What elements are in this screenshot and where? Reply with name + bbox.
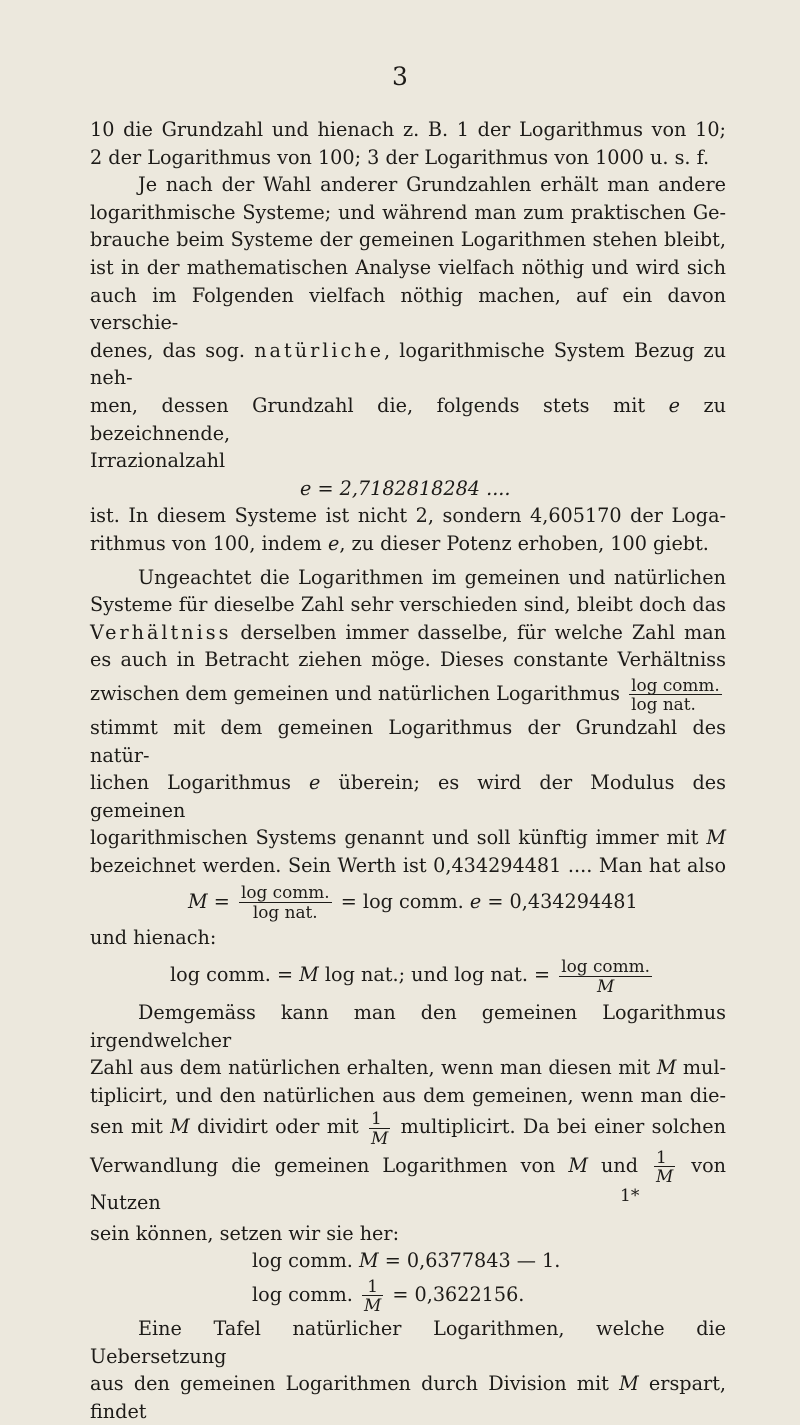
text-line: lichen Logarithmus e überein; es wird der Modulus des gemeinen — [90, 771, 726, 822]
fraction: $\frac{\text{log comm.}}{\text{log nat.}}$ — [631, 674, 720, 715]
text-line: tiplicirt, und den natürlichen aus dem gemeinen, wenn man die- — [90, 1083, 726, 1107]
text-line: und hienach: — [90, 925, 217, 949]
text-line: ist in der mathematischen Analyse vielfach nöthig und wird sich — [90, 255, 726, 279]
text-line: sein können, setzen wir sie her: — [90, 1221, 400, 1245]
fraction: $\frac{1}{M}$ — [363, 1275, 382, 1316]
text-line: 2 der Logarithmus von 100; 3 der Logarithmus von 1000 u. s. f. — [90, 145, 710, 169]
body-text — [90, 116, 726, 1425]
spaced-term: natürliche — [254, 338, 384, 362]
text-line: logarithmischen Systems genannt und soll künftig immer mit M — [90, 826, 726, 850]
text-line: rithmus von 100, indem e, zu dieser Potenz erhoben, 100 giebt. — [90, 531, 709, 555]
fraction: $\frac{1}{M}$ — [371, 1108, 389, 1149]
spaced-term: Verhältniss — [90, 620, 232, 644]
text-line: denes, das sog. natürliche, logarithmische System Bezug zu neh- — [90, 338, 726, 390]
text-line: Verwandlung die gemeinen Logarithmen von M und $\frac{1}{M}$ von Nutzen — [90, 1146, 726, 1214]
text-line: Verhältniss derselben immer dasselbe, für welche Zahl man — [90, 620, 726, 644]
equation-conversion: log comm. = M log nat.; und log nat. = $\frac{\text{log comm.}}{M}$ — [170, 956, 650, 996]
text-line: brauche beim Systeme der gemeinen Logarithmen stehen bleibt, — [90, 228, 726, 252]
text-line: Je nach der Wahl anderer Grundzahlen erhält man andere — [138, 173, 726, 197]
signature-mark: 1* — [620, 1186, 640, 1206]
text-line: bezeichnet werden. Sein Werth ist 0,434294481 .... Man hat also — [90, 853, 726, 877]
fraction: $\frac{1}{M}$ — [655, 1146, 674, 1187]
text-line: stimmt mit dem gemeinen Logarithmus der Grundzahl des natür- — [90, 715, 726, 767]
equation-e: e = 2,7182818284 .... — [300, 476, 511, 500]
text-line: Zahl aus dem natürlichen erhalten, wenn man diesen mit M mul- — [90, 1056, 726, 1080]
text-line: Systeme für dieselbe Zahl sehr verschieden sind, bleibt doch das — [90, 593, 726, 617]
fraction: $\frac{\text{log comm.}}{\text{log nat.}}$ — [240, 882, 330, 923]
text-line: Demgemäss kann man den gemeinen Logarithmus irgendwelcher — [90, 1001, 726, 1052]
equation-modulus: M = $\frac{\text{log comm.}}{\text{log nat.}}$ = log comm. e = 0,434294481 — [188, 882, 638, 923]
text-line: zwischen dem gemeinen und natürlichen Logarithmus $\frac{\text{log comm.}}{\text{log nat.}}$ — [90, 674, 720, 715]
fraction: $\frac{\text{log comm.}}{M}$ — [561, 956, 650, 996]
text-line: Irrazionalzahl — [90, 449, 226, 473]
equation-log-m: log comm. M = 0,6377843 — 1. — [252, 1249, 561, 1273]
equation-log-inverse-m: log comm. $\frac{1}{M}$ = 0,3622156. — [252, 1275, 525, 1316]
text-line: Eine Tafel natürlicher Logarithmen, welche die Uebersetzung — [90, 1316, 726, 1368]
text-line: Ungeachtet die Logarithmen im gemeinen und natürlichen — [138, 565, 726, 589]
text-line: men, dessen Grundzahl die, folgends stets mit e zu bezeichnende, — [90, 393, 726, 445]
page-number: 3 — [392, 62, 408, 91]
text-line: auch im Folgenden vielfach nöthig machen, auf ein davon verschie- — [90, 283, 726, 335]
text-line: es auch in Betracht ziehen möge. Dieses constante Verhältniss — [90, 648, 726, 672]
text-line: aus den gemeinen Logarithmen durch Division mit M erspart, findet — [90, 1372, 726, 1423]
text-line: ist. In diesem Systeme ist nicht 2, sondern 4,605170 der Loga- — [90, 504, 726, 528]
text-line: logarithmische Systeme; und während man zum praktischen Ge- — [90, 200, 726, 224]
text-line: sen mit M dividirt oder mit $\frac{1}{M}$ multiplicirt. Da bei einer solchen — [90, 1108, 726, 1149]
text-line: 10 die Grundzahl und hienach z. B. 1 der Logarithmus von 10; — [90, 118, 726, 141]
